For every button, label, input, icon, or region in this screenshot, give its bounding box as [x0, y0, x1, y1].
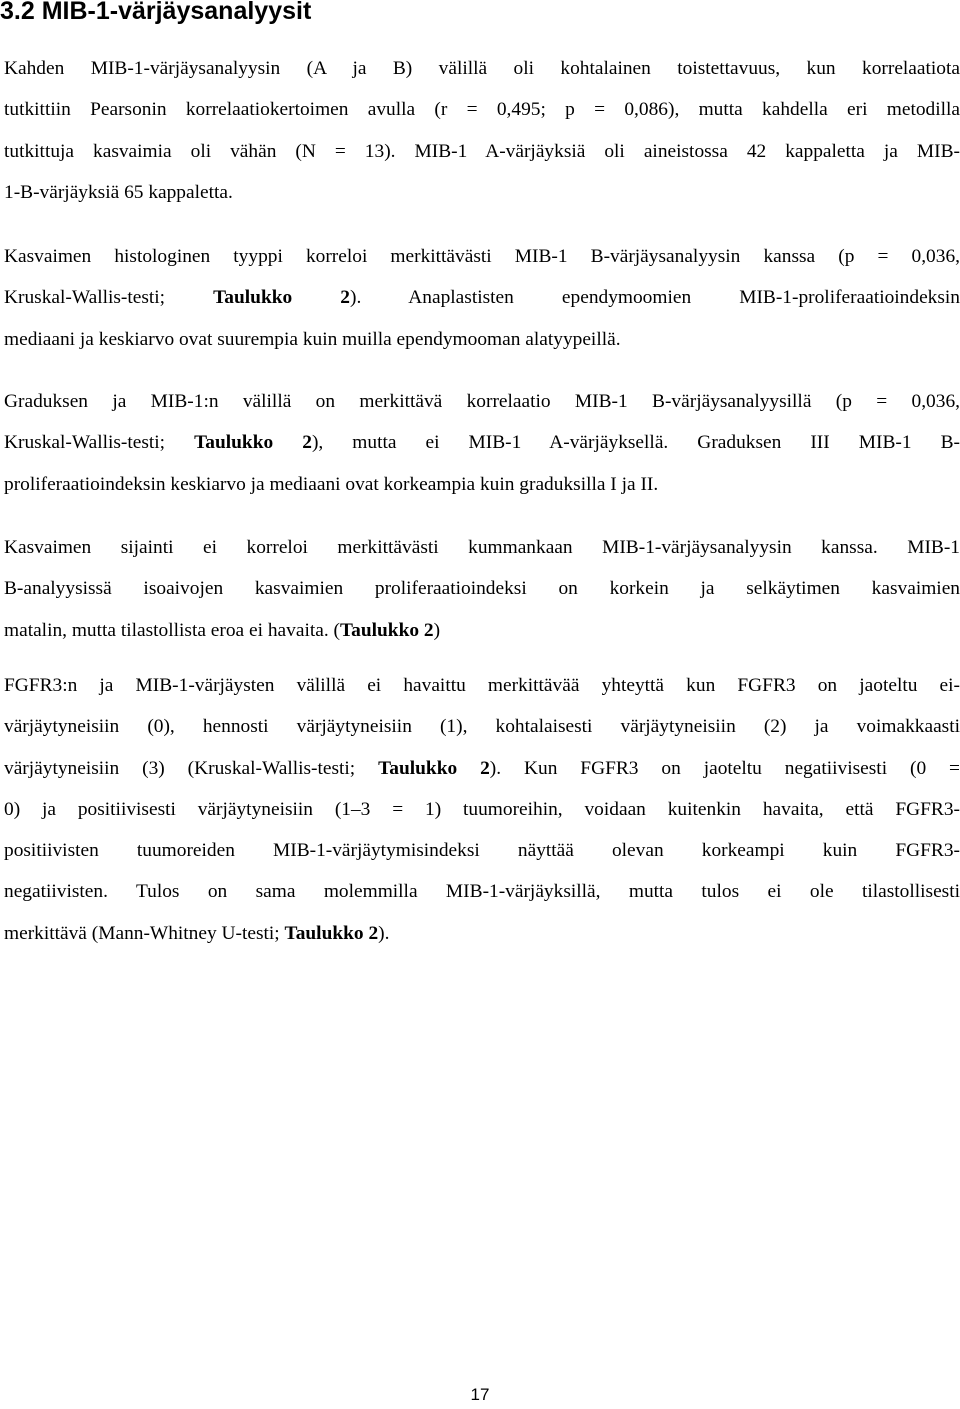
text-line: [4, 568, 960, 609]
paragraph-4: [4, 527, 960, 651]
paragraph-2: [4, 236, 960, 360]
text-segment: negatiivisten. Tulos on sama molemmilla MIB-1-värjäyksillä, mutta tulos ei ole tilastollisesti: [4, 881, 960, 903]
text-segment: Kruskal-Wallis-testi;: [4, 432, 195, 454]
text-line: [4, 748, 960, 789]
text-line: [4, 236, 960, 277]
text-segment: ), mutta ei MIB-1 A-värjäyksellä. Graduksen III MIB-1 B-: [311, 432, 960, 454]
text-line: [4, 464, 960, 505]
text-line: [4, 277, 960, 318]
text-line: [4, 789, 960, 830]
text-line: [4, 610, 960, 651]
text-segment: Kruskal-Wallis-testi;: [4, 287, 214, 309]
table-reference: Taulukko 2: [340, 619, 434, 641]
text-segment: matalin, mutta tilastollista eroa ei havaita. (: [4, 619, 340, 641]
text-line: [4, 319, 960, 360]
text-line: [4, 89, 960, 130]
text-line: [4, 48, 960, 89]
table-reference: Taulukko 2: [378, 757, 490, 779]
text-line: [4, 172, 960, 213]
text-segment: 1-B-värjäyksiä 65 kappaletta.: [4, 181, 233, 203]
text-segment: mediaani ja keskiarvo ovat suurempia kuin muilla ependymooman alatyypeillä.: [4, 328, 621, 350]
page-number: 17: [470, 1385, 490, 1404]
text-segment: Kasvaimen histologinen tyyppi korreloi merkittävästi MIB-1 B-värjäysanalyysin kanssa (p = 0,036,: [4, 246, 960, 267]
text-segment: värjäytyneisiin (0), hennosti värjäytyneisiin (1), kohtalaisesti värjäytyneisiin (2) ja voimakkaasti: [4, 716, 960, 738]
text-segment: ).: [378, 922, 390, 944]
text-segment: tutkittiin Pearsonin korrelaatiokertoimen avulla (r = 0,495; p = 0,086), mutta kahdella eri metodilla: [4, 99, 960, 121]
table-reference: Taulukko 2: [194, 432, 312, 454]
text-segment: tutkittuja kasvaimia oli vähän (N = 13). MIB-1 A-värjäyksiä oli aineistossa 42 kappaletta ja MIB-: [4, 140, 960, 162]
text-segment: proliferaatioindeksin keskiarvo ja mediaani ovat korkeampia kuin graduksilla I ja II.: [4, 473, 659, 495]
text-segment: B-analyysissä isoaivojen kasvaimien proliferaatioindeksi on korkein ja selkäytimen kasvaimien: [4, 578, 960, 600]
paragraph-1: [4, 48, 960, 213]
text-segment: Graduksen ja MIB-1:n välillä on merkittävä korrelaatio MIB-1 B-värjäysanalyysillä (p = 0,036,: [4, 391, 960, 412]
text-line: [4, 422, 960, 463]
text-line: [4, 527, 960, 568]
text-line: [4, 913, 960, 954]
text-segment: merkittävä (Mann-Whitney U-testi;: [4, 922, 285, 944]
paragraph-3: [4, 381, 960, 505]
text-segment: 0) ja positiivisesti värjäytyneisiin (1–3 = 1) tuumoreihin, voidaan kuitenkin havaita, että FGFR3-: [4, 798, 960, 820]
text-line: [4, 131, 960, 172]
text-line: [4, 871, 960, 912]
text-segment: Kasvaimen sijainti ei korreloi merkittävästi kummankaan MIB-1-värjäysanalyysin kanssa. MIB-1: [4, 537, 960, 558]
text-line: [4, 830, 960, 871]
text-segment: ). Kun FGFR3 on jaoteltu negatiivisesti (0 =: [489, 757, 960, 779]
text-segment: ): [433, 619, 441, 641]
table-reference: Taulukko 2: [213, 287, 350, 309]
paragraph-5: [4, 665, 960, 954]
text-segment: Kahden MIB-1-värjäysanalyysin (A ja B) välillä oli kohtalainen toistettavuus, kun korrelaatiota: [4, 58, 960, 79]
text-line: [4, 665, 960, 706]
text-segment: värjäytyneisiin (3) (Kruskal-Wallis-testi;: [4, 757, 379, 779]
table-reference: Taulukko 2: [284, 922, 379, 944]
text-segment: FGFR3:n ja MIB-1-värjäysten välillä ei havaittu merkittävää yhteyttä kun FGFR3 on jaoteltu ei-: [4, 675, 960, 696]
section-heading: 3.2 MIB-1-värjäysanalyysit: [0, 0, 312, 25]
text-segment: ). Anaplastisten ependymoomien MIB-1-proliferaatioindeksin: [349, 287, 960, 309]
text-line: [4, 706, 960, 747]
text-segment: positiivisten tuumoreiden MIB-1-värjäytymisindeksi näyttää olevan korkeampi kuin FGFR3-: [4, 840, 960, 862]
text-line: [4, 381, 960, 422]
